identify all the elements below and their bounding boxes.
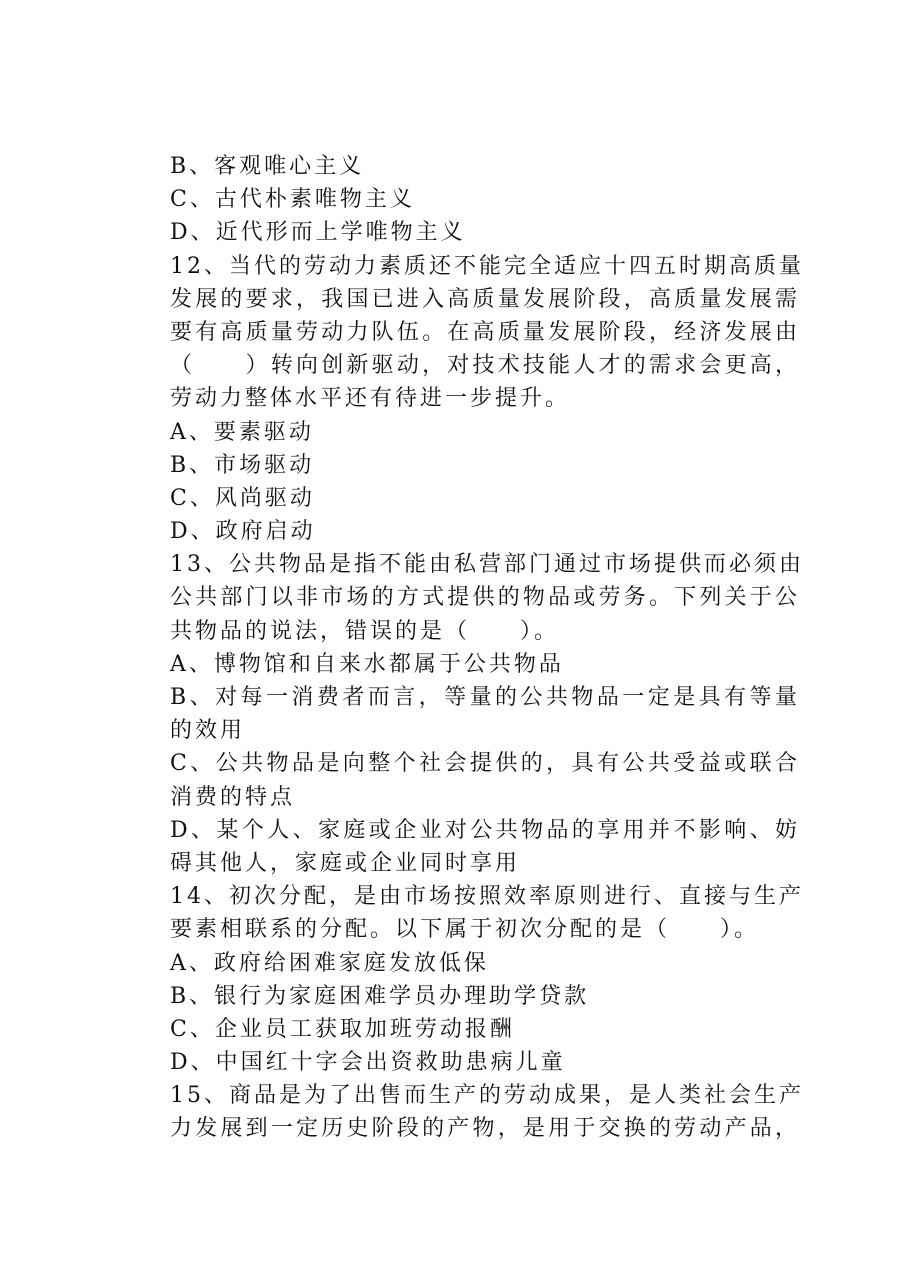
text-line: 公共部门以非市场的方式提供的物品或劳务。下列关于公	[170, 585, 800, 611]
text-line: B、银行为家庭困难学员办理助学贷款	[170, 983, 590, 1009]
text-line: 要有高质量劳动力队伍。在高质量发展阶段，经济发展由	[170, 319, 800, 345]
text-line: A、要素驱动	[170, 419, 314, 445]
text-line: 12、当代的劳动力素质还不能完全适应十四五时期高质量	[170, 253, 804, 279]
text-line: A、博物馆和自来水都属于公共物品	[170, 651, 564, 677]
text-line: （ ）转向创新驱动，对技术技能人才的需求会更高，	[170, 353, 800, 379]
text-line: 14、初次分配，是由市场按照效率原则进行、直接与生产	[170, 884, 804, 910]
text-line: 劳动力整体水平还有待进一步提升。	[170, 386, 571, 412]
text-line: 13、公共物品是指不能由私营部门通过市场提供而必须由	[170, 552, 804, 578]
text-line: 共物品的说法，错误的是（ ）。	[170, 618, 560, 644]
text-line: D、政府启动	[170, 519, 316, 545]
text-line: D、近代形而上学唯物主义	[170, 220, 466, 246]
text-line: C、公共物品是向整个社会提供的，具有公共受益或联合	[170, 751, 800, 777]
text-line: 的效用	[170, 718, 246, 744]
text-line: 消费的特点	[170, 784, 296, 810]
text-line: B、客观唯心主义	[170, 154, 365, 179]
text-line: 发展的要求，我国已进入高质量发展阶段，高质量发展需	[170, 286, 800, 312]
text-line: C、古代朴素唯物主义	[170, 187, 415, 213]
text-line: D、中国红十字会出资救助患病儿童	[170, 1050, 566, 1076]
text-line: 力发展到一定历史阶段的产物，是用于交换的劳动产品，	[170, 1116, 800, 1142]
text-line: 15、商品是为了出售而生产的劳动成果，是人类社会生产	[170, 1083, 804, 1109]
text-line: C、企业员工获取加班劳动报酬	[170, 1016, 515, 1042]
text-line: B、对每一消费者而言，等量的公共物品一定是具有等量	[170, 685, 800, 710]
text-line: B、市场驱动	[170, 452, 315, 478]
text-line: D、某个人、家庭或企业对公共物品的享用并不影响、妨	[170, 817, 800, 843]
text-line: C、风尚驱动	[170, 485, 315, 511]
text-line: 要素相联系的分配。以下属于初次分配的是（ ）。	[170, 917, 760, 943]
text-line: A、政府给困难家庭发放低保	[170, 950, 489, 976]
document-page	[170, 150, 804, 1146]
text-line: 碍其他人，家庭或企业同时享用	[170, 850, 521, 876]
